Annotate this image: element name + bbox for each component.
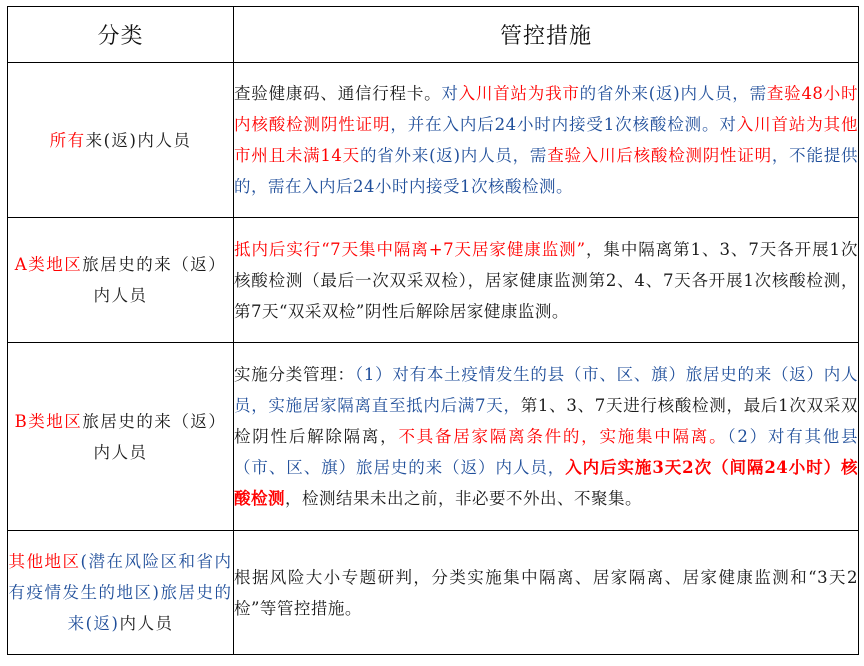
measures-cell xyxy=(234,63,859,218)
category-cell xyxy=(8,531,234,655)
category-text: A类地区旅居史的来（返）内人员 xyxy=(14,255,227,305)
table-row-class-b xyxy=(8,343,859,531)
header-measures: 管控措施 xyxy=(234,7,859,63)
category-cell xyxy=(8,218,234,343)
table-header-row xyxy=(8,7,859,63)
measures-cell xyxy=(234,531,859,655)
control-measures-table xyxy=(7,6,859,655)
measures-text: 实施分类管理：（1）对有本土疫情发生的县（市、区、旗）旅居史的来（返）内人员，实施居家隔离直至抵内后满7天，第1、3、7天进行核酸检测，最后1次双采双检阴性后解除隔离，不具备居家隔离条件的，实施集中隔离。（2）对有其他县（市、区、旗）旅居史的来（返）内人员，入内后实施3天2次（间隔24小时）核酸检测，检测结果未出之前，非必要不外出、不聚集。 xyxy=(234,365,859,508)
measures-cell xyxy=(234,218,859,343)
measures-text: 根据风险大小专题研判，分类实施集中隔离、居家隔离、居家健康监测和“3天2检”等管控措施。 xyxy=(234,567,858,618)
measures-text: 抵内后实行“7天集中隔离+7天居家健康监测”，集中隔离第1、3、7天各开展1次核酸检测（最后一次双采双检），居家健康监测第2、4、7天各开展1次核酸检测，第7天“双采双检”阴性后解除居家健康监测。 xyxy=(234,239,858,321)
measures-cell xyxy=(234,343,859,531)
category-text: B类地区旅居史的来（返）内人员 xyxy=(14,411,227,462)
category-cell xyxy=(8,63,234,218)
category-text: 所有来(返)内人员 xyxy=(49,130,192,150)
header-category: 分类 xyxy=(8,7,234,63)
table-row-other-regions xyxy=(8,531,859,655)
category-cell xyxy=(8,343,234,531)
category-text: 其他地区(潜在风险区和省内有疫情发生的地区)旅居史的来(返)内人员 xyxy=(8,552,233,633)
measures-text: 查验健康码、通信行程卡。对入川首站为我市的省外来(返)内人员，需查验48小时内核酸检测阴性证明，并在入内后24小时内接受1次核酸检测。对入川首站为其他市州且未满14天的省外来(返)内人员，需查验入川后核酸检测阴性证明，不能提供的，需在入内后24小时内接受1次核酸检测。 xyxy=(234,84,858,196)
table-row-class-a xyxy=(8,218,859,343)
table-row-all-arrivals xyxy=(8,63,859,218)
